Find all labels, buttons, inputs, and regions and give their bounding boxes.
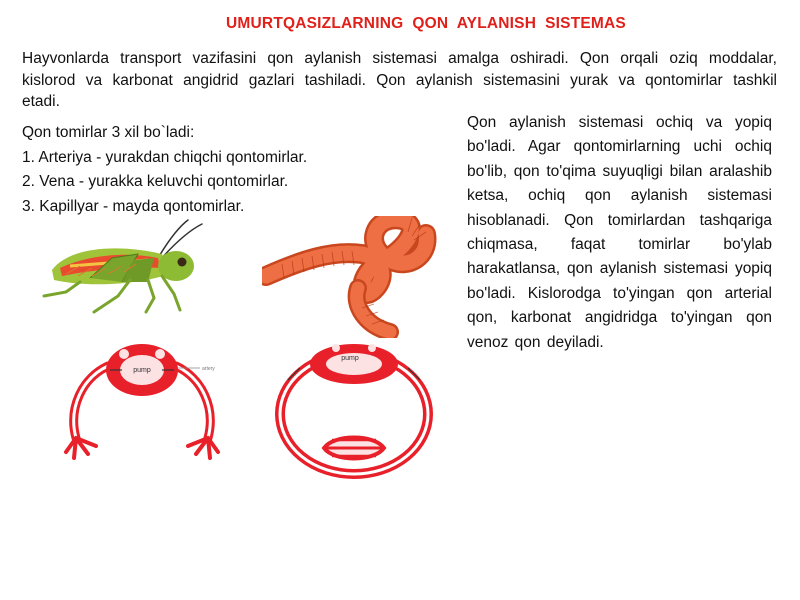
open-pump-label: pump — [133, 367, 151, 374]
page-title: UMURTQASIZLARNING QON AYLANISH SISTEMAS — [226, 15, 626, 32]
intro-paragraph: Hayvonlarda transport vazifasini qon aylanish sistemasi amalga oshiradi. Qon orqali oziq moddalar, kislorod va karbonat angidrid gazlari tashiladi. Qon aylanish sistemasini yurak va qontomirlar tashkil etadi. — [22, 50, 777, 110]
list-item-arteriya: 1. Arteriya - yurakdan chiqchi qontomirlar. — [22, 148, 308, 166]
closed-pump-label: pump — [341, 355, 359, 362]
open-artery-label: artery — [202, 366, 215, 372]
circulation-explanation: Qon aylanish sistemasi ochiq va yopiq bo'ladi. Agar qontomirlarning uchi ochiq bo'lib, qon to'qima suyuqligi bilan aralashib ketsa, ochiq qon aylanish sistemasi hisoblanadi. Qon tomirlardan tashqariga chiqmasa, faqat tomirlar bo'ylab harakatlansa, qon aylanish sistemasi yopiq bo'ladi. Kislorodga to'yingan qon arterial qon, karbonat angidridga to'yingan qon venoz qon deyiladi. — [467, 114, 772, 351]
open-circulation-diagram — [62, 340, 222, 478]
grasshopper-image — [30, 218, 212, 316]
earthworm-image — [262, 216, 440, 338]
vessel-types-heading: Qon tomirlar 3 xil bo`ladi: — [22, 124, 195, 141]
list-item-kapillyar: 3. Kapillyar - mayda qontomirlar. — [22, 197, 245, 215]
vessel-types-list — [22, 121, 442, 219]
list-item-vena: 2. Vena - yurakka keluvchi qontomirlar. — [22, 173, 289, 190]
closed-circulation-diagram — [264, 340, 444, 480]
